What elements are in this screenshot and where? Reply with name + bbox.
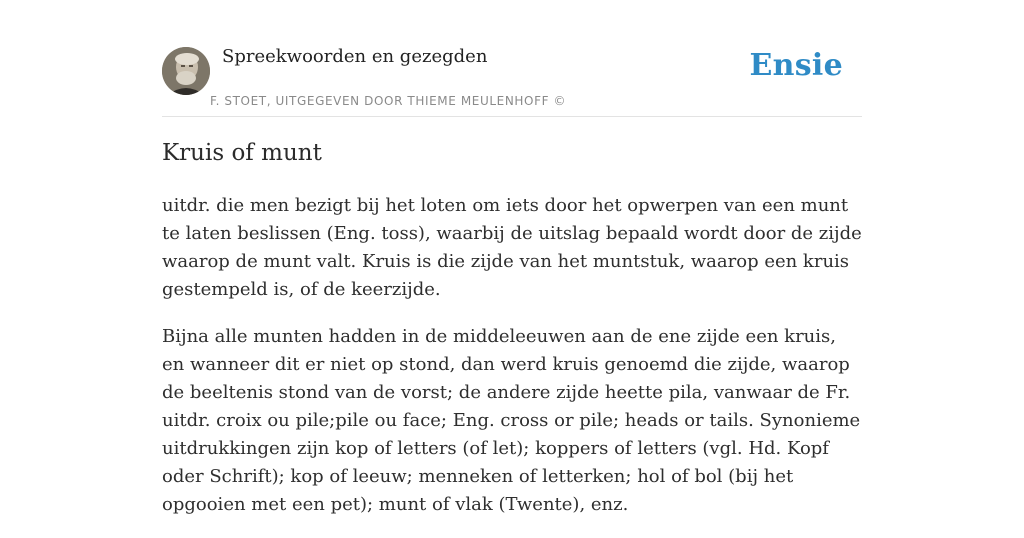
- brand-logo[interactable]: Ensie: [749, 48, 843, 83]
- book-title[interactable]: Spreekwoorden en gezegden: [222, 46, 488, 67]
- entry-paragraph: uitdr. die men bezigt bij het loten om iets door het opwerpen van een munt te laten beslissen (Eng. toss), waarbij de uitslag bepaald wordt door de zijde waarop de munt valt. Kruis is die zijde van het muntstuk, waarop een kruis gestempeld is, of de keerzijde.: [162, 195, 862, 300]
- author-portrait-icon[interactable]: [162, 47, 210, 95]
- book-source[interactable]: F. STOET, UITGEGEVEN DOOR THIEME MEULENHOFF ©: [210, 94, 567, 108]
- entry-body: [162, 192, 862, 538]
- entry-paragraph: Bijna alle munten hadden in de middeleeuwen aan de ene zijde een kruis, en wanneer dit er niet op stond, dan werd kruis genoemd die zijde, waarop de beeltenis stond van de vorst; de andere zijde heette pila, vanwaar de Fr. uitdr. croix ou pile;pile ou face; Eng. cross or pile; heads or tails. Synonieme uitdrukkingen zijn kop of letters (of let); koppers of letters (vgl. Hd. Kopf oder Schrift); kop of leeuw; menneken of letterken; hol of bol (bij het opgooien met een pet); munt of vlak (Twente), enz.: [162, 326, 861, 515]
- page-container: [162, 0, 862, 515]
- entry-title: Kruis of munt: [162, 140, 322, 166]
- portrait-image: [162, 47, 210, 95]
- book-header: [162, 0, 862, 117]
